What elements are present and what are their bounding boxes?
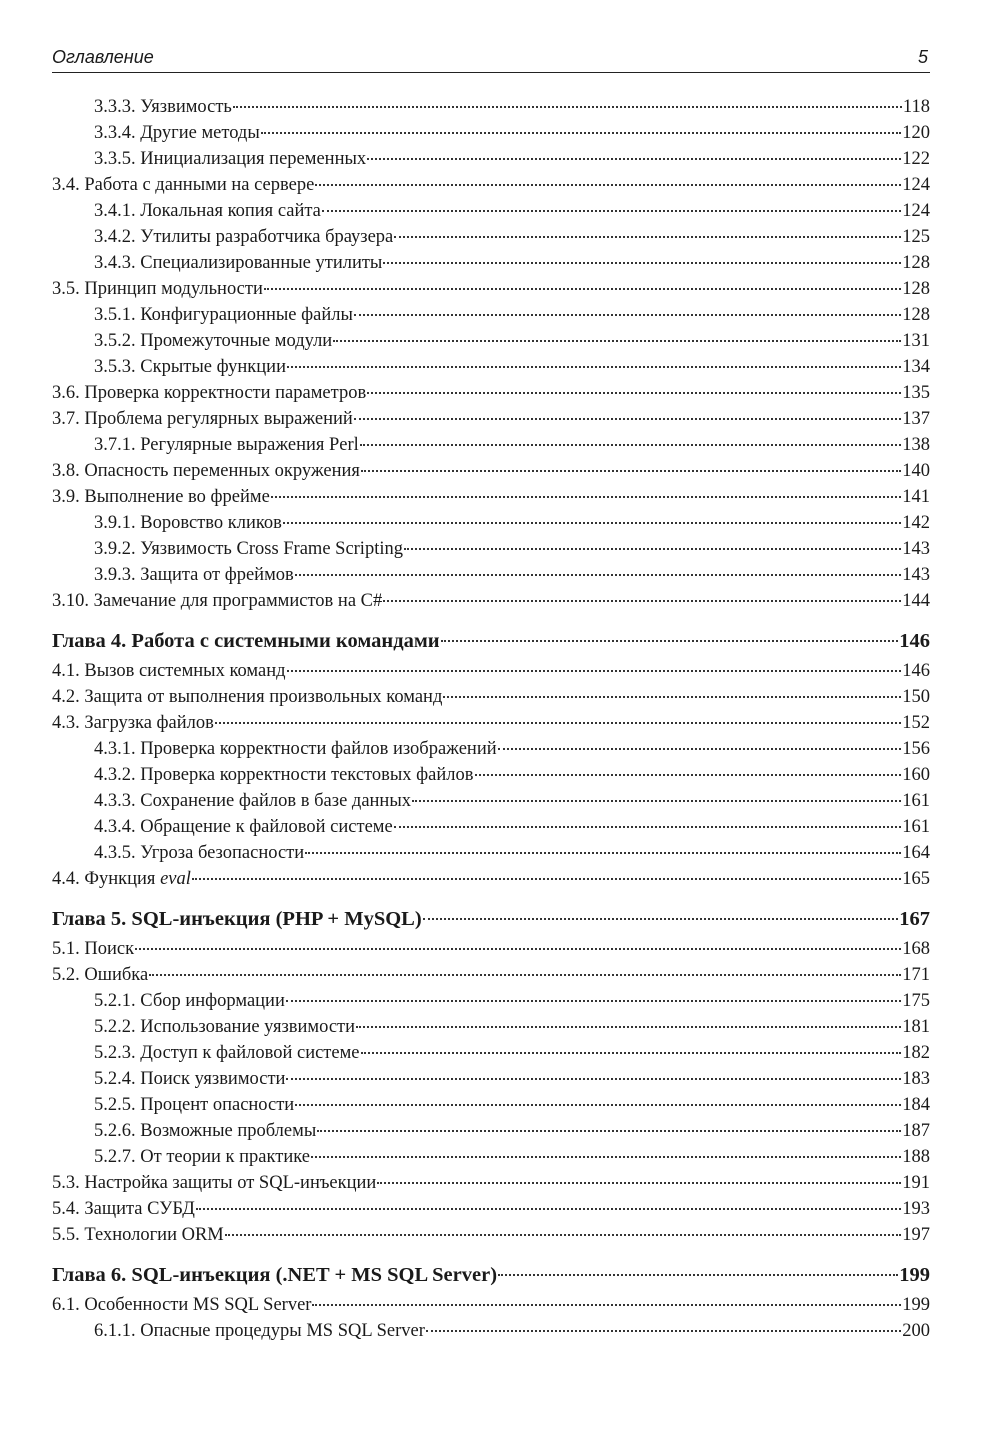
toc-page-number: 143 xyxy=(902,565,930,585)
dot-leader xyxy=(286,1000,901,1002)
toc-entry-title-text: Глава 5. SQL-инъекция (PHP + MySQL) xyxy=(52,908,422,930)
toc-entry xyxy=(52,224,930,250)
toc-page-number: 124 xyxy=(902,175,930,195)
dot-leader xyxy=(354,314,901,316)
toc-page-number: 164 xyxy=(902,843,930,863)
toc-entry-title xyxy=(94,762,474,788)
toc-entry-title xyxy=(52,684,442,710)
toc-entry-title xyxy=(94,536,403,562)
toc-entry-title xyxy=(94,1092,294,1118)
toc-entry-title xyxy=(94,1118,316,1144)
toc-page-number: 150 xyxy=(902,687,930,707)
dot-leader xyxy=(192,878,901,880)
dot-leader xyxy=(286,1078,901,1080)
toc-entry-title xyxy=(94,736,497,762)
dot-leader xyxy=(360,444,901,446)
toc-entry-title-text: 3.9.3. Защита от фреймов xyxy=(94,565,294,585)
toc-page-number: 131 xyxy=(902,331,930,351)
toc-entry-title xyxy=(94,510,282,536)
toc-page-number: 160 xyxy=(902,765,930,785)
toc-entry-title xyxy=(52,1292,311,1318)
toc-page-number: 171 xyxy=(902,965,930,985)
toc-entry xyxy=(52,1040,930,1066)
toc-page-number: 120 xyxy=(902,123,930,143)
dot-leader xyxy=(305,852,901,854)
dot-leader xyxy=(261,132,901,134)
toc-page-number: 193 xyxy=(902,1199,930,1219)
toc-page-number: 137 xyxy=(902,409,930,429)
toc-page-number: 118 xyxy=(902,97,930,117)
toc-entry-title xyxy=(94,94,232,120)
toc-entry xyxy=(52,1092,930,1118)
dot-leader xyxy=(377,1182,901,1184)
toc-entry-title xyxy=(94,1318,425,1344)
dot-leader xyxy=(441,640,899,642)
dot-leader xyxy=(333,340,901,342)
toc-page-number: 183 xyxy=(902,1069,930,1089)
toc-page-number: 175 xyxy=(902,991,930,1011)
dot-leader xyxy=(361,1052,902,1054)
toc-entry xyxy=(52,1292,930,1318)
toc-entry xyxy=(52,762,930,788)
toc-entry xyxy=(52,1170,930,1196)
toc-entry-title xyxy=(52,1196,195,1222)
toc-page-number: 146 xyxy=(902,661,930,681)
toc-entry-title xyxy=(94,432,359,458)
dot-leader xyxy=(149,974,901,976)
toc-entry-title-text: 3.4. Работа с данными на сервере xyxy=(52,175,315,195)
dot-leader xyxy=(311,1156,901,1158)
toc-entry xyxy=(52,962,930,988)
toc-entry xyxy=(52,988,930,1014)
toc-entry-title-text: 3.4.1. Локальная копия сайта xyxy=(94,201,321,221)
toc-entry-title xyxy=(52,380,366,406)
dot-leader xyxy=(215,722,901,724)
dot-leader xyxy=(356,1026,901,1028)
dot-leader xyxy=(233,106,902,108)
toc-entry xyxy=(52,684,930,710)
toc-entry-title-text: 5.2.7. От теории к практике xyxy=(94,1147,310,1167)
toc-page-number: 144 xyxy=(902,591,930,611)
toc-entry xyxy=(52,658,930,684)
toc-entry-title-text: 5.2.2. Использование уязвимости xyxy=(94,1017,356,1037)
toc-entry xyxy=(52,1144,930,1170)
toc-entry xyxy=(52,536,930,562)
toc-entry xyxy=(52,302,930,328)
toc-page-number: 143 xyxy=(902,539,930,559)
toc-entry-title-text: 6.1.1. Опасные процедуры MS SQL Server xyxy=(94,1321,425,1341)
toc-entry-title xyxy=(94,1144,310,1170)
toc-entry xyxy=(52,94,930,120)
toc-entry-title-text: Глава 4. Работа с системными командами xyxy=(52,630,440,652)
toc-page-number: 167 xyxy=(899,908,930,930)
toc-page-number: 168 xyxy=(902,939,930,959)
toc-entry-title-text: 3.5.1. Конфигурационные файлы xyxy=(94,305,353,325)
toc-entry-title-text: 5.2.3. Доступ к файловой системе xyxy=(94,1043,360,1063)
toc-entry-title-text: 3.7.1. Регулярные выражения Perl xyxy=(94,435,359,455)
toc-page-number: 184 xyxy=(902,1095,930,1115)
toc-entry-title-text: 3.6. Проверка корректности параметров xyxy=(52,383,367,403)
toc-entry-title xyxy=(94,328,332,354)
toc-entry-title-text: 5.3. Настройка защиты от SQL-инъекции xyxy=(52,1173,377,1193)
toc-entry xyxy=(52,1222,930,1248)
dot-leader xyxy=(295,1104,901,1106)
dot-leader xyxy=(367,392,901,394)
toc-entry xyxy=(52,406,930,432)
toc-entry-title xyxy=(94,146,366,172)
toc-entry-title-text: 3.5. Принцип модульности xyxy=(52,279,263,299)
dot-leader xyxy=(225,1234,902,1236)
toc-entry xyxy=(52,484,930,510)
toc-page-number: 146 xyxy=(899,630,930,652)
toc-entry xyxy=(52,588,930,614)
toc-page-number: 135 xyxy=(902,383,930,403)
dot-leader xyxy=(498,748,902,750)
running-header-title: Оглавление xyxy=(52,47,154,67)
dot-leader xyxy=(287,366,901,368)
dot-leader xyxy=(423,918,899,920)
toc-entry xyxy=(52,736,930,762)
dot-leader xyxy=(283,522,901,524)
toc-entry xyxy=(52,814,930,840)
toc-entry xyxy=(52,840,930,866)
toc-entry xyxy=(52,710,930,736)
toc-entry-title-text: 3.3.4. Другие методы xyxy=(94,123,260,143)
dot-leader xyxy=(312,1304,901,1306)
toc-entry-title xyxy=(94,840,304,866)
toc-entry-title xyxy=(94,198,321,224)
toc-entry xyxy=(52,936,930,962)
toc-page-number: 188 xyxy=(902,1147,930,1167)
toc-entry-title-text: 4.3.3. Сохранение файлов в базе данных xyxy=(94,791,412,811)
toc-entry xyxy=(52,146,930,172)
toc-entry-title-text: 5.5. Технологии ORM xyxy=(52,1225,224,1245)
toc-entry-title-text: 3.8. Опасность переменных окружения xyxy=(52,461,360,481)
toc-entry xyxy=(52,1066,930,1092)
toc-chapter-entry xyxy=(52,624,930,658)
toc-entry-title-text: 5.1. Поиск xyxy=(52,939,135,959)
dot-leader xyxy=(475,774,902,776)
toc-entry xyxy=(52,354,930,380)
toc-entry-title xyxy=(52,1258,497,1292)
toc-entry xyxy=(52,510,930,536)
toc-entry xyxy=(52,276,930,302)
toc-entry xyxy=(52,866,930,892)
toc-page-number: 152 xyxy=(902,713,930,733)
dot-leader xyxy=(295,574,901,576)
dot-leader xyxy=(315,184,901,186)
toc-entry-title-text: 5.2.1. Сбор информации xyxy=(94,991,285,1011)
toc-entry-title-text: 3.9. Выполнение во фрейме xyxy=(52,487,270,507)
toc-entry-title-text: 3.7. Проблема регулярных выражений xyxy=(52,409,353,429)
toc-entry-title xyxy=(94,354,286,380)
toc-entry-title-text: 4.3.4. Обращение к файловой системе xyxy=(94,817,393,837)
toc-entry-title-text: 3.5.3. Скрытые функции xyxy=(94,357,286,377)
toc-entry-title-text: 4.2. Защита от выполнения произвольных команд xyxy=(52,687,443,707)
dot-leader xyxy=(271,496,901,498)
toc-entry-title-text: 6.1. Особенности MS SQL Server xyxy=(52,1295,312,1315)
toc-entry-title xyxy=(94,1066,285,1092)
toc-entry-title xyxy=(52,710,214,736)
toc-entry xyxy=(52,1196,930,1222)
dot-leader xyxy=(383,600,901,602)
dot-leader xyxy=(404,548,901,550)
toc-entry-title xyxy=(94,988,285,1014)
dot-leader xyxy=(196,1208,901,1210)
toc-entry-title xyxy=(52,1170,376,1196)
toc-entry-title xyxy=(52,172,314,198)
toc-entry-title-text: 3.9.2. Уязвимость Cross Frame Scripting xyxy=(94,539,403,559)
dot-leader xyxy=(394,826,902,828)
toc-page-number: 128 xyxy=(902,305,930,325)
toc-page-number: 165 xyxy=(902,869,930,889)
toc-entry-title xyxy=(52,458,360,484)
toc-entry-title xyxy=(52,962,148,988)
dot-leader xyxy=(394,236,901,238)
toc-entry-title-text: 5.2.5. Процент опасности xyxy=(94,1095,295,1115)
toc-page-number: 200 xyxy=(902,1321,930,1341)
toc-page-number: 134 xyxy=(902,357,930,377)
toc-page-number: 142 xyxy=(902,513,930,533)
toc-entry-title-text: 5.2.4. Поиск уязвимости xyxy=(94,1069,286,1089)
toc-entry xyxy=(52,432,930,458)
toc-entry xyxy=(52,458,930,484)
toc-page-number: 197 xyxy=(902,1225,930,1245)
toc-entry xyxy=(52,380,930,406)
toc-page-number: 141 xyxy=(902,487,930,507)
toc-chapter-entry xyxy=(52,1258,930,1292)
toc-entry-title xyxy=(52,624,440,658)
page-number: 5 xyxy=(917,47,928,67)
toc-entry-title-text: 4.4. Функция xyxy=(52,869,161,889)
toc-page-number: 122 xyxy=(902,149,930,169)
toc-entry-title xyxy=(94,120,260,146)
toc-entry xyxy=(52,120,930,146)
toc-entry xyxy=(52,1318,930,1344)
toc-entry-title-text: 4.3.2. Проверка корректности текстовых файлов xyxy=(94,765,474,785)
toc-entry-title xyxy=(94,1040,360,1066)
toc-chapter-entry xyxy=(52,902,930,936)
toc-page-number: 161 xyxy=(902,791,930,811)
toc-page-number: 187 xyxy=(902,1121,930,1141)
toc-entry-title xyxy=(94,788,411,814)
toc-entry-title xyxy=(94,250,382,276)
toc-entry-title xyxy=(94,224,393,250)
dot-leader xyxy=(426,1330,901,1332)
toc-entry xyxy=(52,198,930,224)
toc-entry-title xyxy=(52,866,191,892)
table-of-contents xyxy=(52,94,930,1344)
toc-entry-title-text: 4.3.5. Угроза безопасности xyxy=(94,843,305,863)
dot-leader xyxy=(287,670,902,672)
toc-entry xyxy=(52,328,930,354)
document-page xyxy=(52,40,930,1344)
dot-leader xyxy=(383,262,901,264)
dot-leader xyxy=(361,470,901,472)
toc-entry xyxy=(52,788,930,814)
dot-leader xyxy=(135,948,901,950)
toc-entry-title-text: 4.3. Загрузка файлов xyxy=(52,713,214,733)
toc-page-number: 181 xyxy=(902,1017,930,1037)
toc-entry-title xyxy=(52,406,353,432)
dot-leader xyxy=(322,210,901,212)
toc-page-number: 199 xyxy=(899,1264,930,1286)
toc-page-number: 125 xyxy=(902,227,930,247)
toc-entry-title-text: 3.9.1. Воровство кликов xyxy=(94,513,282,533)
toc-page-number: 128 xyxy=(902,253,930,273)
toc-entry-title xyxy=(52,484,270,510)
toc-page-number: 156 xyxy=(902,739,930,759)
toc-entry-title-text: 3.3.3. Уязвимость xyxy=(94,97,232,117)
toc-page-number: 199 xyxy=(902,1295,930,1315)
toc-entry xyxy=(52,1014,930,1040)
toc-entry-title xyxy=(52,1222,224,1248)
toc-entry-title xyxy=(94,562,294,588)
toc-entry-title xyxy=(94,302,353,328)
dot-leader xyxy=(367,158,901,160)
toc-entry-title-text: 5.2. Ошибка xyxy=(52,965,149,985)
toc-entry-title-text: 4.1. Вызов системных команд xyxy=(52,661,286,681)
toc-entry xyxy=(52,250,930,276)
toc-entry xyxy=(52,172,930,198)
toc-entry-title-text: 4.3.1. Проверка корректности файлов изображений xyxy=(94,739,497,759)
toc-entry-title-text: 3.3.5. Инициализация переменных xyxy=(94,149,367,169)
dot-leader xyxy=(317,1130,901,1132)
dot-leader xyxy=(498,1274,898,1276)
toc-entry-title xyxy=(52,936,134,962)
dot-leader xyxy=(443,696,901,698)
running-header xyxy=(52,40,930,73)
dot-leader xyxy=(412,800,901,802)
toc-page-number: 161 xyxy=(902,817,930,837)
toc-entry-title-text: Глава 6. SQL-инъекция (.NET + MS SQL Server) xyxy=(52,1264,498,1286)
toc-page-number: 138 xyxy=(902,435,930,455)
toc-entry xyxy=(52,1118,930,1144)
toc-page-number: 182 xyxy=(902,1043,930,1063)
toc-page-number: 124 xyxy=(902,201,930,221)
toc-entry-title xyxy=(52,276,263,302)
toc-entry xyxy=(52,562,930,588)
toc-entry-title xyxy=(52,658,286,684)
toc-page-number: 128 xyxy=(902,279,930,299)
toc-entry-title xyxy=(52,902,422,936)
toc-entry-title-text: 3.4.2. Утилиты разработчика браузера xyxy=(94,227,394,247)
toc-entry-title-italic: eval xyxy=(160,869,191,889)
toc-entry-title-text: 5.2.6. Возможные проблемы xyxy=(94,1121,317,1141)
toc-entry-title xyxy=(94,814,393,840)
toc-entry-title-text: 3.5.2. Промежуточные модули xyxy=(94,331,333,351)
toc-entry-title-text: 5.4. Защита СУБД xyxy=(52,1199,195,1219)
toc-page-number: 140 xyxy=(902,461,930,481)
toc-entry-title xyxy=(94,1014,355,1040)
toc-entry-title-text: 3.4.3. Специализированные утилиты xyxy=(94,253,383,273)
toc-page-number: 191 xyxy=(902,1173,930,1193)
toc-entry-title xyxy=(52,588,382,614)
toc-entry-title-text: 3.10. Замечание для программистов на C# xyxy=(52,591,383,611)
dot-leader xyxy=(354,418,901,420)
dot-leader xyxy=(264,288,901,290)
